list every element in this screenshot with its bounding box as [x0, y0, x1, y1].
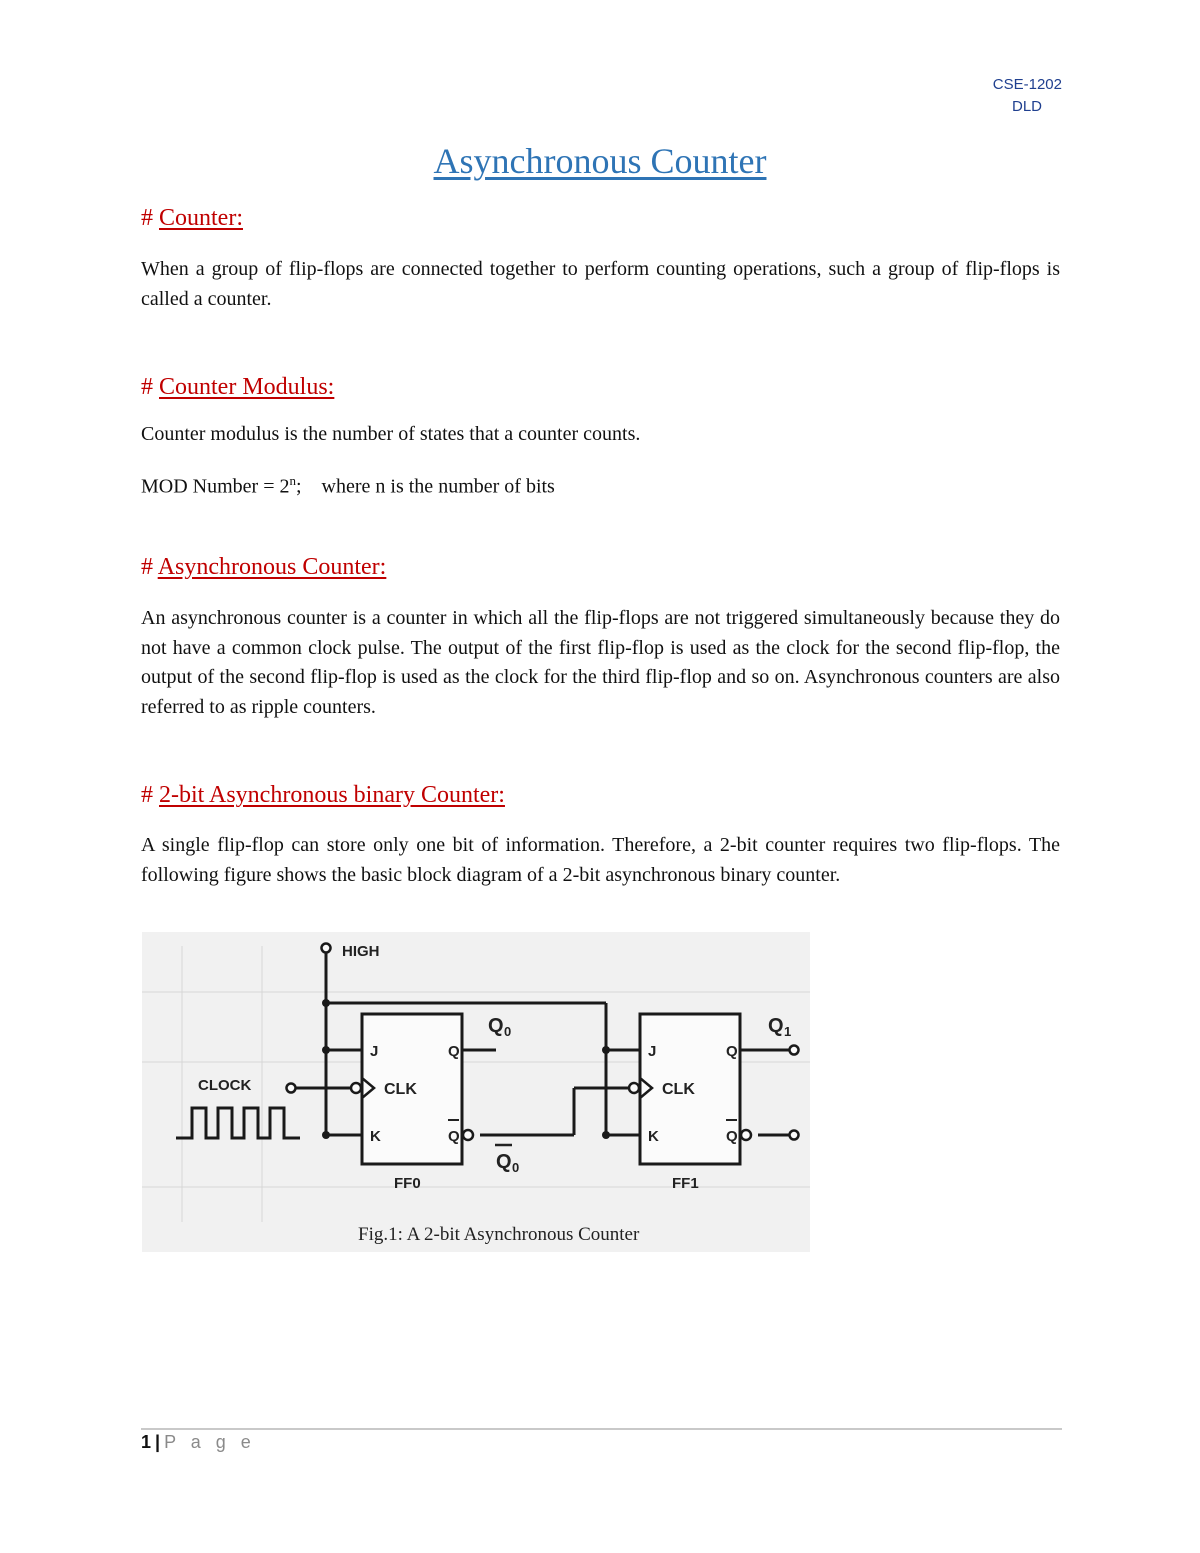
section-heading-counter — [141, 205, 243, 232]
ff1-k-label: K — [648, 1128, 659, 1145]
figure-caption: Fig.1: A 2-bit Asynchronous Counter — [358, 1224, 640, 1245]
heading-hash: # — [141, 554, 158, 580]
heading-text: Asynchronous Counter: — [157, 554, 387, 580]
heading-hash: # — [141, 374, 159, 400]
high-label: HIGH — [342, 943, 380, 960]
heading-text: Counter: — [159, 205, 243, 231]
ff1-q-label: Q — [726, 1043, 738, 1060]
q0bar-output-subscript: 0 — [512, 1160, 520, 1175]
section-heading-counter-modulus — [141, 374, 334, 401]
course-code: CSE-1202 — [992, 76, 1062, 93]
ff0-name-label: FF0 — [394, 1175, 421, 1192]
formula-exponent: n — [289, 473, 296, 488]
formula-suffix: ; where n is the number of bits — [296, 475, 555, 498]
section-text-counter-modulus: Counter modulus is the number of states that a counter counts. — [141, 423, 641, 445]
heading-hash: # — [141, 782, 159, 808]
heading-hash: # — [141, 205, 159, 231]
page-title: Asynchronous Counter — [433, 141, 767, 181]
circuit-diagram — [142, 932, 810, 1252]
q0bar-output-label: Q — [496, 1151, 512, 1173]
course-name: DLD — [1011, 98, 1042, 115]
section-heading-2bit-counter — [141, 782, 505, 809]
q0-output-label: Q — [488, 1015, 504, 1037]
ff0-clk-label: CLK — [384, 1081, 417, 1098]
footer-separator: | — [155, 1432, 161, 1452]
counter-circuit-figure — [142, 932, 810, 1252]
ff0-k-label: K — [370, 1128, 381, 1145]
mod-number-formula — [141, 466, 1060, 502]
ff1-qbar-label: Q — [726, 1128, 738, 1145]
heading-text: Counter Modulus: — [159, 374, 335, 400]
page-number: 1 — [141, 1432, 152, 1452]
heading-text: 2-bit Asynchronous binary Counter: — [159, 782, 505, 808]
clock-label: CLOCK — [198, 1077, 252, 1094]
page-label: P a g e — [164, 1432, 256, 1452]
section-text-2bit-counter: A single flip-flop can store only one bit of information. Therefore, a 2-bit counter requires two flip-flops. The following figure shows the basic block diagram of a 2-bit asynchronous binary counter. — [141, 834, 1060, 886]
ff0-j-label: J — [370, 1043, 379, 1060]
section-text-counter: When a group of flip-flops are connected together to perform counting operations, such a group of flip-flops is called a counter. — [141, 258, 1060, 310]
ff0-q-label: Q — [448, 1043, 460, 1060]
q0-output-subscript: 0 — [504, 1024, 512, 1039]
q1-output-label: Q — [768, 1015, 784, 1037]
section-heading-asynchronous-counter — [141, 554, 386, 581]
header-course-info — [942, 74, 1062, 118]
page-footer — [141, 1432, 256, 1453]
section-text-asynchronous-counter: An asynchronous counter is a counter in which all the flip-flops are not triggered simultaneously because they do not have a common clock pulse. The output of the first flip-flop is used as the clock for the second flip-flop, the output of the second flip-flop is used as the clock for the third flip-flop and so on. Asynchronous counters are also referred to as ripple counters. — [141, 607, 1060, 718]
ff0-qbar-label: Q — [448, 1128, 460, 1145]
footer-divider — [141, 1428, 1062, 1430]
ff1-name-label: FF1 — [672, 1175, 699, 1192]
formula-prefix: MOD Number = 2 — [141, 475, 290, 498]
ff1-clk-label: CLK — [662, 1081, 695, 1098]
ff1-j-label: J — [648, 1043, 657, 1060]
q1-output-subscript: 1 — [784, 1024, 792, 1039]
